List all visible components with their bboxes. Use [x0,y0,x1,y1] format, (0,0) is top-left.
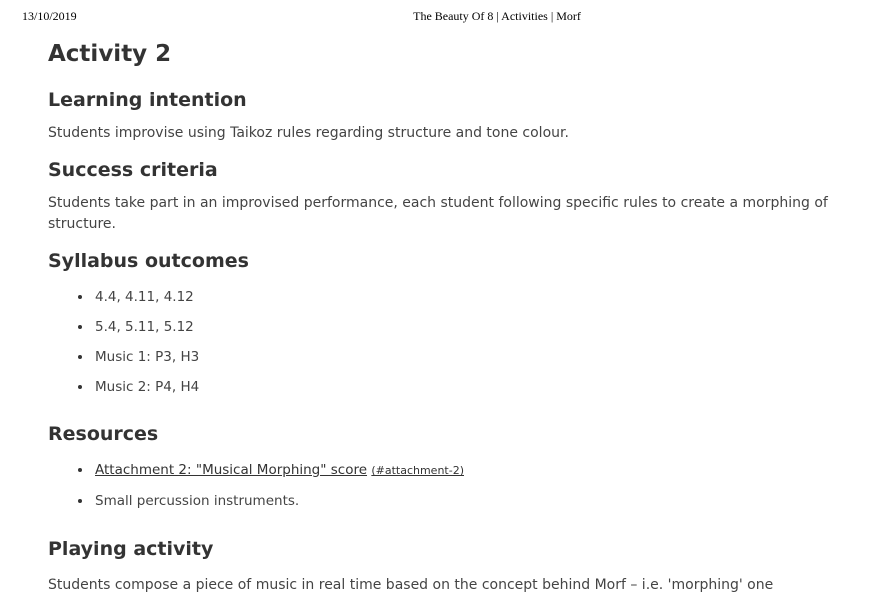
print-header [0,9,888,25]
playing-activity-text: Students compose a piece of music in real time based on the concept behind Morf – i.e. 'morphing' one [48,577,774,593]
list-item: Small percussion instruments. [95,491,848,511]
learning-intention-heading: Learning intention [48,89,247,111]
print-title: The Beauty Of 8 | Activities | Morf [413,9,581,23]
main-content [48,38,848,596]
success-criteria-text: Students take part in an improvised performance, each student following specific rules to create a morphing of structure. [48,195,828,232]
success-criteria-heading: Success criteria [48,159,218,181]
resources-list [48,460,848,511]
resources-heading: Resources [48,423,159,445]
page-title: Activity 2 [48,41,172,67]
playing-activity-heading: Playing activity [48,538,214,560]
attachment-2-link[interactable]: Attachment 2: "Musical Morphing" score [95,462,368,478]
list-item: Music 1: P3, H3 [95,347,848,367]
syllabus-outcomes-heading: Syllabus outcomes [48,250,249,272]
list-item: 5.4, 5.11, 5.12 [95,317,848,337]
learning-intention-text: Students improvise using Taikoz rules regarding structure and tone colour. [48,125,569,141]
syllabus-outcomes-list [48,287,848,397]
attachment-2-anchor-link[interactable]: (#attachment-2) [371,464,464,477]
list-item: 4.4, 4.11, 4.12 [95,287,848,307]
print-date: 13/10/2019 [22,9,77,23]
list-item [95,460,848,481]
list-item: Music 2: P4, H4 [95,377,848,397]
